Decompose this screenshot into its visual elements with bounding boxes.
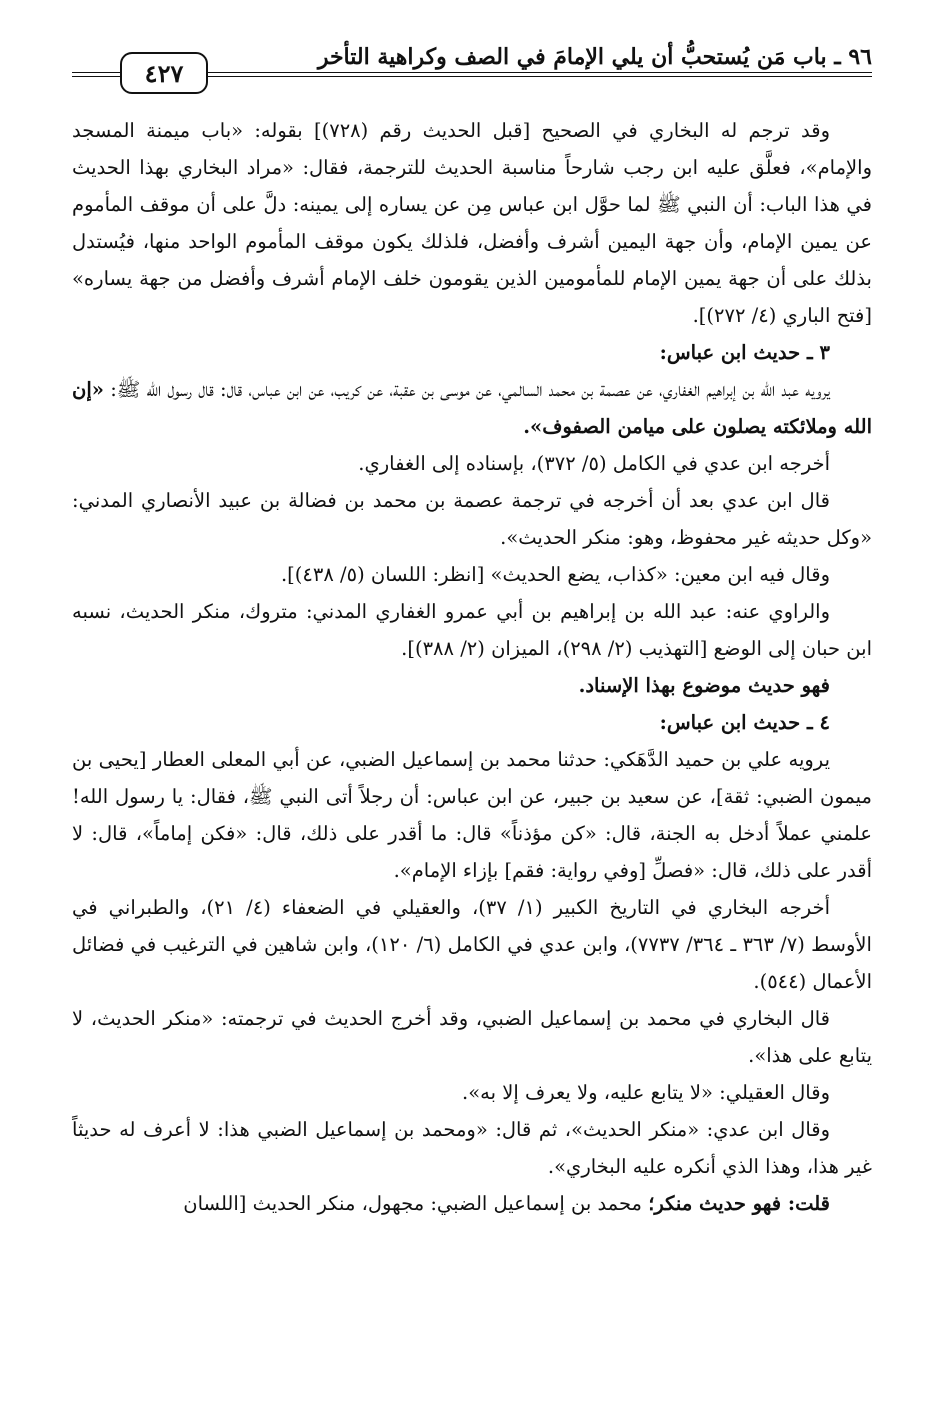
paragraph: [72, 1185, 872, 1222]
body-text: [72, 112, 872, 1222]
header-rule: [112, 72, 872, 77]
page-number: ٤٢٧: [120, 52, 208, 94]
paragraph: والراوي عنه: عبد الله بن إبراهيم بن أبي عمرو الغفاري المدني: متروك، منكر الحديث، نسبه ابن حبان إلى الوضع [التهذيب (٢/ ٢٩٨)، الميزان (٢/ ٣٨٨)].: [72, 600, 872, 660]
paragraph: قال البخاري في محمد بن إسماعيل الضبي، وقد أخرج الحديث في ترجمته: «منكر الحديث، لا يتابع على هذا».: [72, 1007, 872, 1067]
verdict-label: قلت: فهو حديث منكر؛: [648, 1192, 830, 1215]
chapter-title: ٩٦ ـ باب مَن يُستحبُّ أن يلي الإمامَ في الصف وكراهية التأخر: [317, 44, 872, 70]
hadith-text: «إن الله وملائكته يصلون على ميامن الصفوف».: [72, 378, 872, 438]
header-rule-left: [72, 72, 120, 77]
paragraph: يرويه علي بن حميد الدَّهَكي: حدثنا محمد بن إسماعيل الضبي، عن أبي المعلى العطار [يحيى بن ميمون الضبي: ثقة]، عن سعيد بن جبير، عن ابن عباس: أن رجلاً أتى النبي ﷺ، فقال: يا رسول الله! علمني عملاً أدخل به الجنة، قال: «كن مؤذناً» قال: ما أقدر على ذلك، قال: «فكن إماماً»، قال: لا أقدر على ذلك، قال: «فصلِّ [وفي رواية: فقم] بإزاء الإمام».: [72, 748, 872, 882]
paragraph: [72, 371, 872, 445]
paragraph: وقال ابن عدي: «منكر الحديث»، ثم قال: «ومحمد بن إسماعيل الضبي هذا: لا أعرف له حديثاً غير هذا، وهذا الذي أنكره عليه البخاري».: [72, 1118, 872, 1178]
paragraph: أخرجه البخاري في التاريخ الكبير (١/ ٣٧)، والعقيلي في الضعفاء (٤/ ٢١)، والطبراني في الأوسط (٧/ ٣٦٣ ـ ٣٦٤/ ٧٧٣٧)، وابن عدي في الكامل (٦/ ١٢٠)، وابن شاهين في الترغيب في فضائل الأعمال (٥٤٤).: [72, 896, 872, 993]
paragraph: وقد ترجم له البخاري في الصحيح [قبل الحديث رقم (٧٢٨)] بقوله: «باب ميمنة المسجد والإمام»، فعلَّق عليه ابن رجب شارحاً مناسبة الحديث للترجمة، فقال: «مراد البخاري بهذا الحديث في هذا الباب: أن النبي ﷺ لما حوَّل ابن عباس مِن عن يساره إلى يمينه: دلَّ على أن موقف المأموم عن يمين الإمام، وأن جهة اليمين أشرف وأفضل، فلذلك يكون موقف المأموم الواحد منها، فيُستدل بذلك على أن جهة يمين الإمام للمأمومين الذين يقومون خلف الإمام أشرف وأفضل من جهة يساره» [فتح الباري (٤/ ٢٧٢)].: [72, 119, 872, 327]
paragraph: وقال العقيلي: «لا يتابع عليه، ولا يعرف إلا به».: [462, 1081, 830, 1104]
paragraph-text: محمد بن إسماعيل الضبي: مجهول، منكر الحديث [اللسان: [183, 1192, 642, 1215]
verdict: فهو حديث موضوع بهذا الإسناد.: [578, 674, 830, 697]
paragraph: قال ابن عدي بعد أن أخرجه في ترجمة عصمة بن محمد بن فضالة بن عبيد الأنصاري المدني: «وكل حديثه غير محفوظ، وهو: منكر الحديث».: [72, 489, 872, 549]
page-header: [72, 42, 872, 90]
paragraph-text: يرويه عبد الله بن إبراهيم الغفاري، عن عصمة بن محمد السالمي، عن موسى بن عقبة، عن كريب، عن ابن عباس، قال: قال رسول الله ﷺ:: [110, 378, 830, 401]
section-heading: ٣ ـ حديث ابن عباس:: [659, 341, 830, 364]
paragraph: وقال فيه ابن معين: «كذاب، يضع الحديث» [انظر: اللسان (٥/ ٤٣٨)].: [280, 563, 830, 586]
section-heading: ٤ ـ حديث ابن عباس:: [659, 711, 830, 734]
paragraph: أخرجه ابن عدي في الكامل (٥/ ٣٧٢)، بإسناده إلى الغفاري.: [358, 452, 830, 475]
